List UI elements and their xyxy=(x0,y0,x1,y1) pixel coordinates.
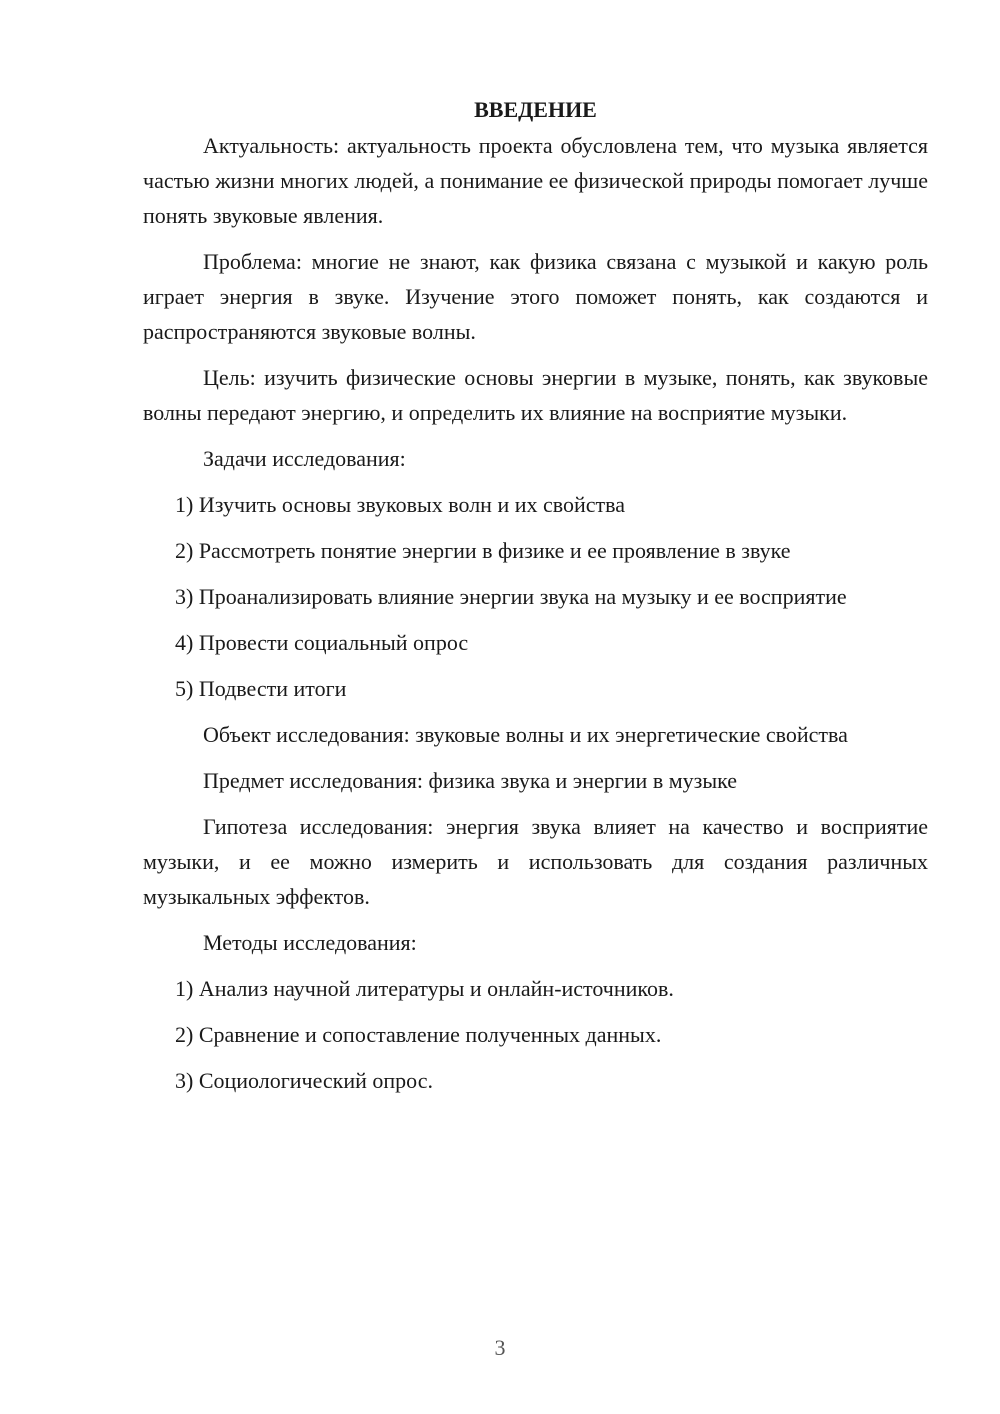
task-item-5: 5) Подвести итоги xyxy=(175,676,347,701)
object-paragraph: Объект исследования: звуковые волны и их энергетические свойства xyxy=(203,722,848,747)
page-number: 3 xyxy=(494,1335,506,1360)
relevance-paragraph: Актуальность: актуальность проекта обусловлена тем, что музыка является частью жизни многих людей, а понимание ее физической природы помогает лучше понять звуковые явления. xyxy=(143,133,928,228)
method-item-3: 3) Социологический опрос. xyxy=(175,1068,433,1093)
goal-paragraph: Цель: изучить физические основы энергии в музыке, понять, как звуковые волны передают энергию, и определить их влияние на восприятие музыки. xyxy=(143,365,928,425)
task-item-4: 4) Провести социальный опрос xyxy=(175,630,469,655)
tasks-heading: Задачи исследования: xyxy=(203,446,406,471)
problem-paragraph: Проблема: многие не знают, как физика связана с музыкой и какую роль играет энергия в звуке. Изучение этого поможет понять, как создаются и распространяются звуковые волны. xyxy=(143,249,928,344)
task-item-2: 2) Рассмотреть понятие энергии в физике и ее проявление в звуке xyxy=(175,538,791,563)
page-title: ВВЕДЕНИЕ xyxy=(474,97,597,122)
methods-heading: Методы исследования: xyxy=(203,930,417,955)
task-item-1: 1) Изучить основы звуковых волн и их свойства xyxy=(175,492,626,517)
method-item-1: 1) Анализ научной литературы и онлайн-источников. xyxy=(175,976,674,1001)
document-page xyxy=(143,92,928,1109)
subject-paragraph: Предмет исследования: физика звука и энергии в музыке xyxy=(203,768,738,793)
method-item-2: 2) Сравнение и сопоставление полученных данных. xyxy=(175,1022,662,1047)
hypothesis-paragraph: Гипотеза исследования: энергия звука влияет на качество и восприятие музыки, и ее можно измерить и использовать для создания различных музыкальных эффектов. xyxy=(143,814,928,909)
title-block xyxy=(143,92,928,127)
task-item-3: 3) Проанализировать влияние энергии звука на музыку и ее восприятие xyxy=(175,584,847,609)
